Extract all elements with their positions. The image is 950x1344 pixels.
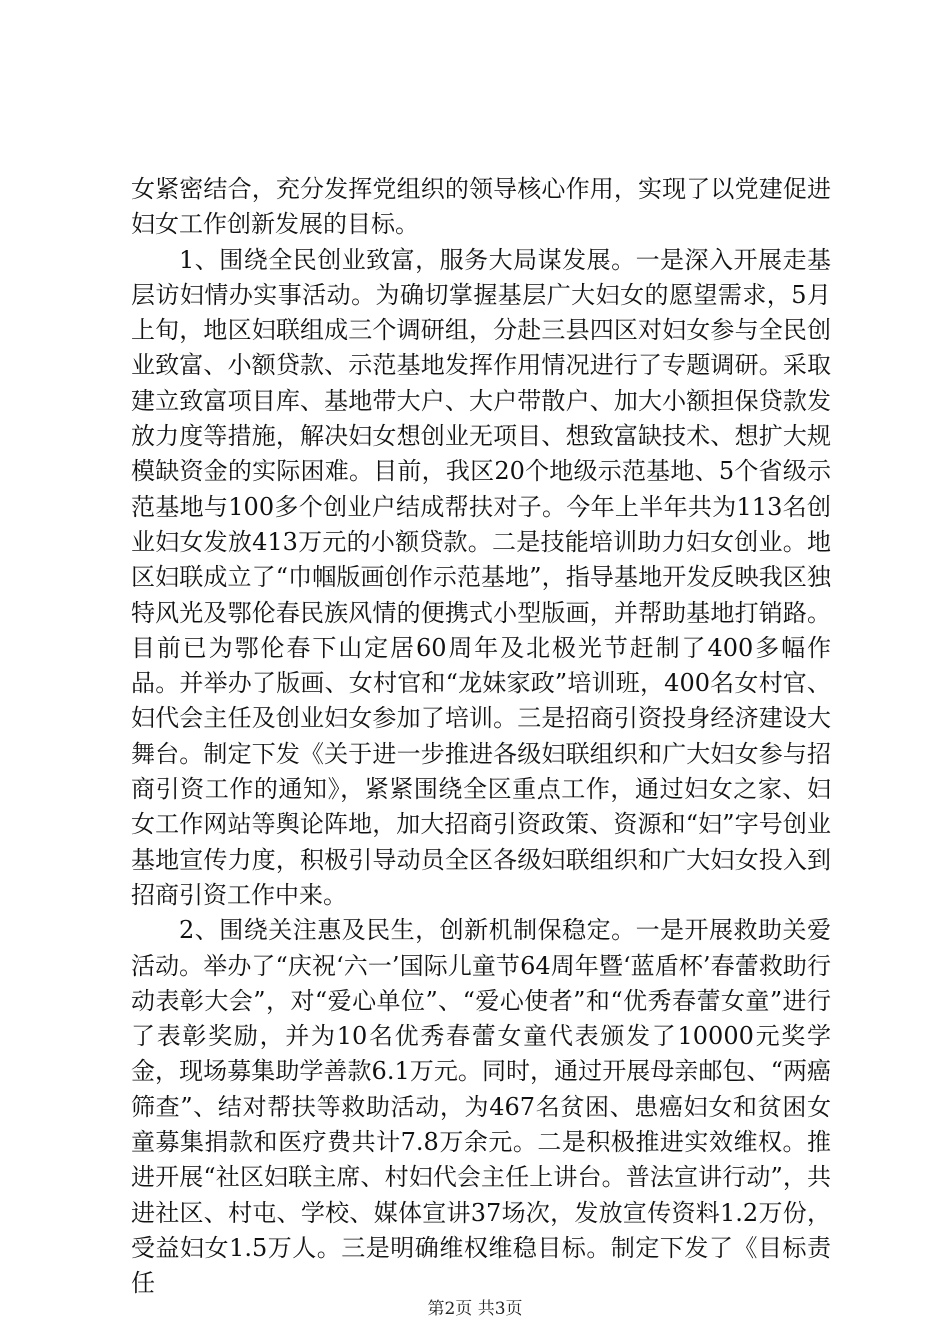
page-number-footer: 第2页 共3页 [427, 1299, 523, 1319]
paragraph-continuation: 女紧密结合，充分发挥党组织的领导核心作用，实现了以党建促进妇女工作创新发展的目标。 [131, 175, 831, 239]
paragraph-section-2: 2、围绕关注惠及民生，创新机制保稳定。一是开展救助关爱活动。举办了“庆祝‘六一’国际儿童节64周年暨‘蓝盾杯’春蕾救助行动表彰大会”，对“爱心单位”、“爱心使者”和“优秀春蕾女童”进行了表彰奖励，并为10名优秀春蕾女童代表颁发了10000元奖学金，现场募集助学善款6.1万元。同时，通过开展母亲邮包、“两癌筛查”、结对帮扶等救助活动，为467名贫困、患癌妇女和贫困女童募集捐款和医疗费共计7.8万余元。二是积极推进实效维权。推进开展“社区妇联主席、村妇代会主任上讲台。普法宣讲行动”，共进社区、村屯、学校、媒体宣讲37场次，发放宣传资料1.2万份，受益妇女1.5万人。三是明确维权维稳目标。制定下发了《目标责任 [131, 916, 831, 1298]
document-body [131, 172, 831, 1302]
paragraph-section-1: 1、围绕全民创业致富，服务大局谋发展。一是深入开展走基层访妇情办实事活动。为确切掌握基层广大妇女的愿望需求，5月上旬，地区妇联组成三个调研组，分赴三县四区对妇女参与全民创业致富、小额贷款、示范基地发挥作用情况进行了专题调研。采取建立致富项目库、基地带大户、大户带散户、加大小额担保贷款发放力度等措施，解决妇女想创业无项目、想致富缺技术、想扩大规模缺资金的实际困难。目前，我区20个地级示范基地、5个省级示范基地与100多个创业户结成帮扶对子。今年上半年共为113名创业妇女发放413万元的小额贷款。二是技能培训助力妇女创业。地区妇联成立了“巾帼版画创作示范基地”，指导基地开发反映我区独特风光及鄂伦春民族风情的便携式小型版画，并帮助基地打销路。目前已为鄂伦春下山定居60周年及北极光节赶制了400多幅作品。并举办了版画、女村官和“龙妹家政”培训班，400名女村官、妇代会主任及创业妇女参加了培训。三是招商引资投身经济建设大舞台。制定下发《关于进一步推进各级妇联组织和广大妇女参与招商引资工作的通知》，紧紧围绕全区重点工作，通过妇女之家、妇女工作网站等舆论阵地，加大招商引资政策、资源和“妇”字号创业基地宣传力度，积极引导动员全区各级妇联组织和广大妇女投入到招商引资工作中来。 [131, 245, 831, 909]
